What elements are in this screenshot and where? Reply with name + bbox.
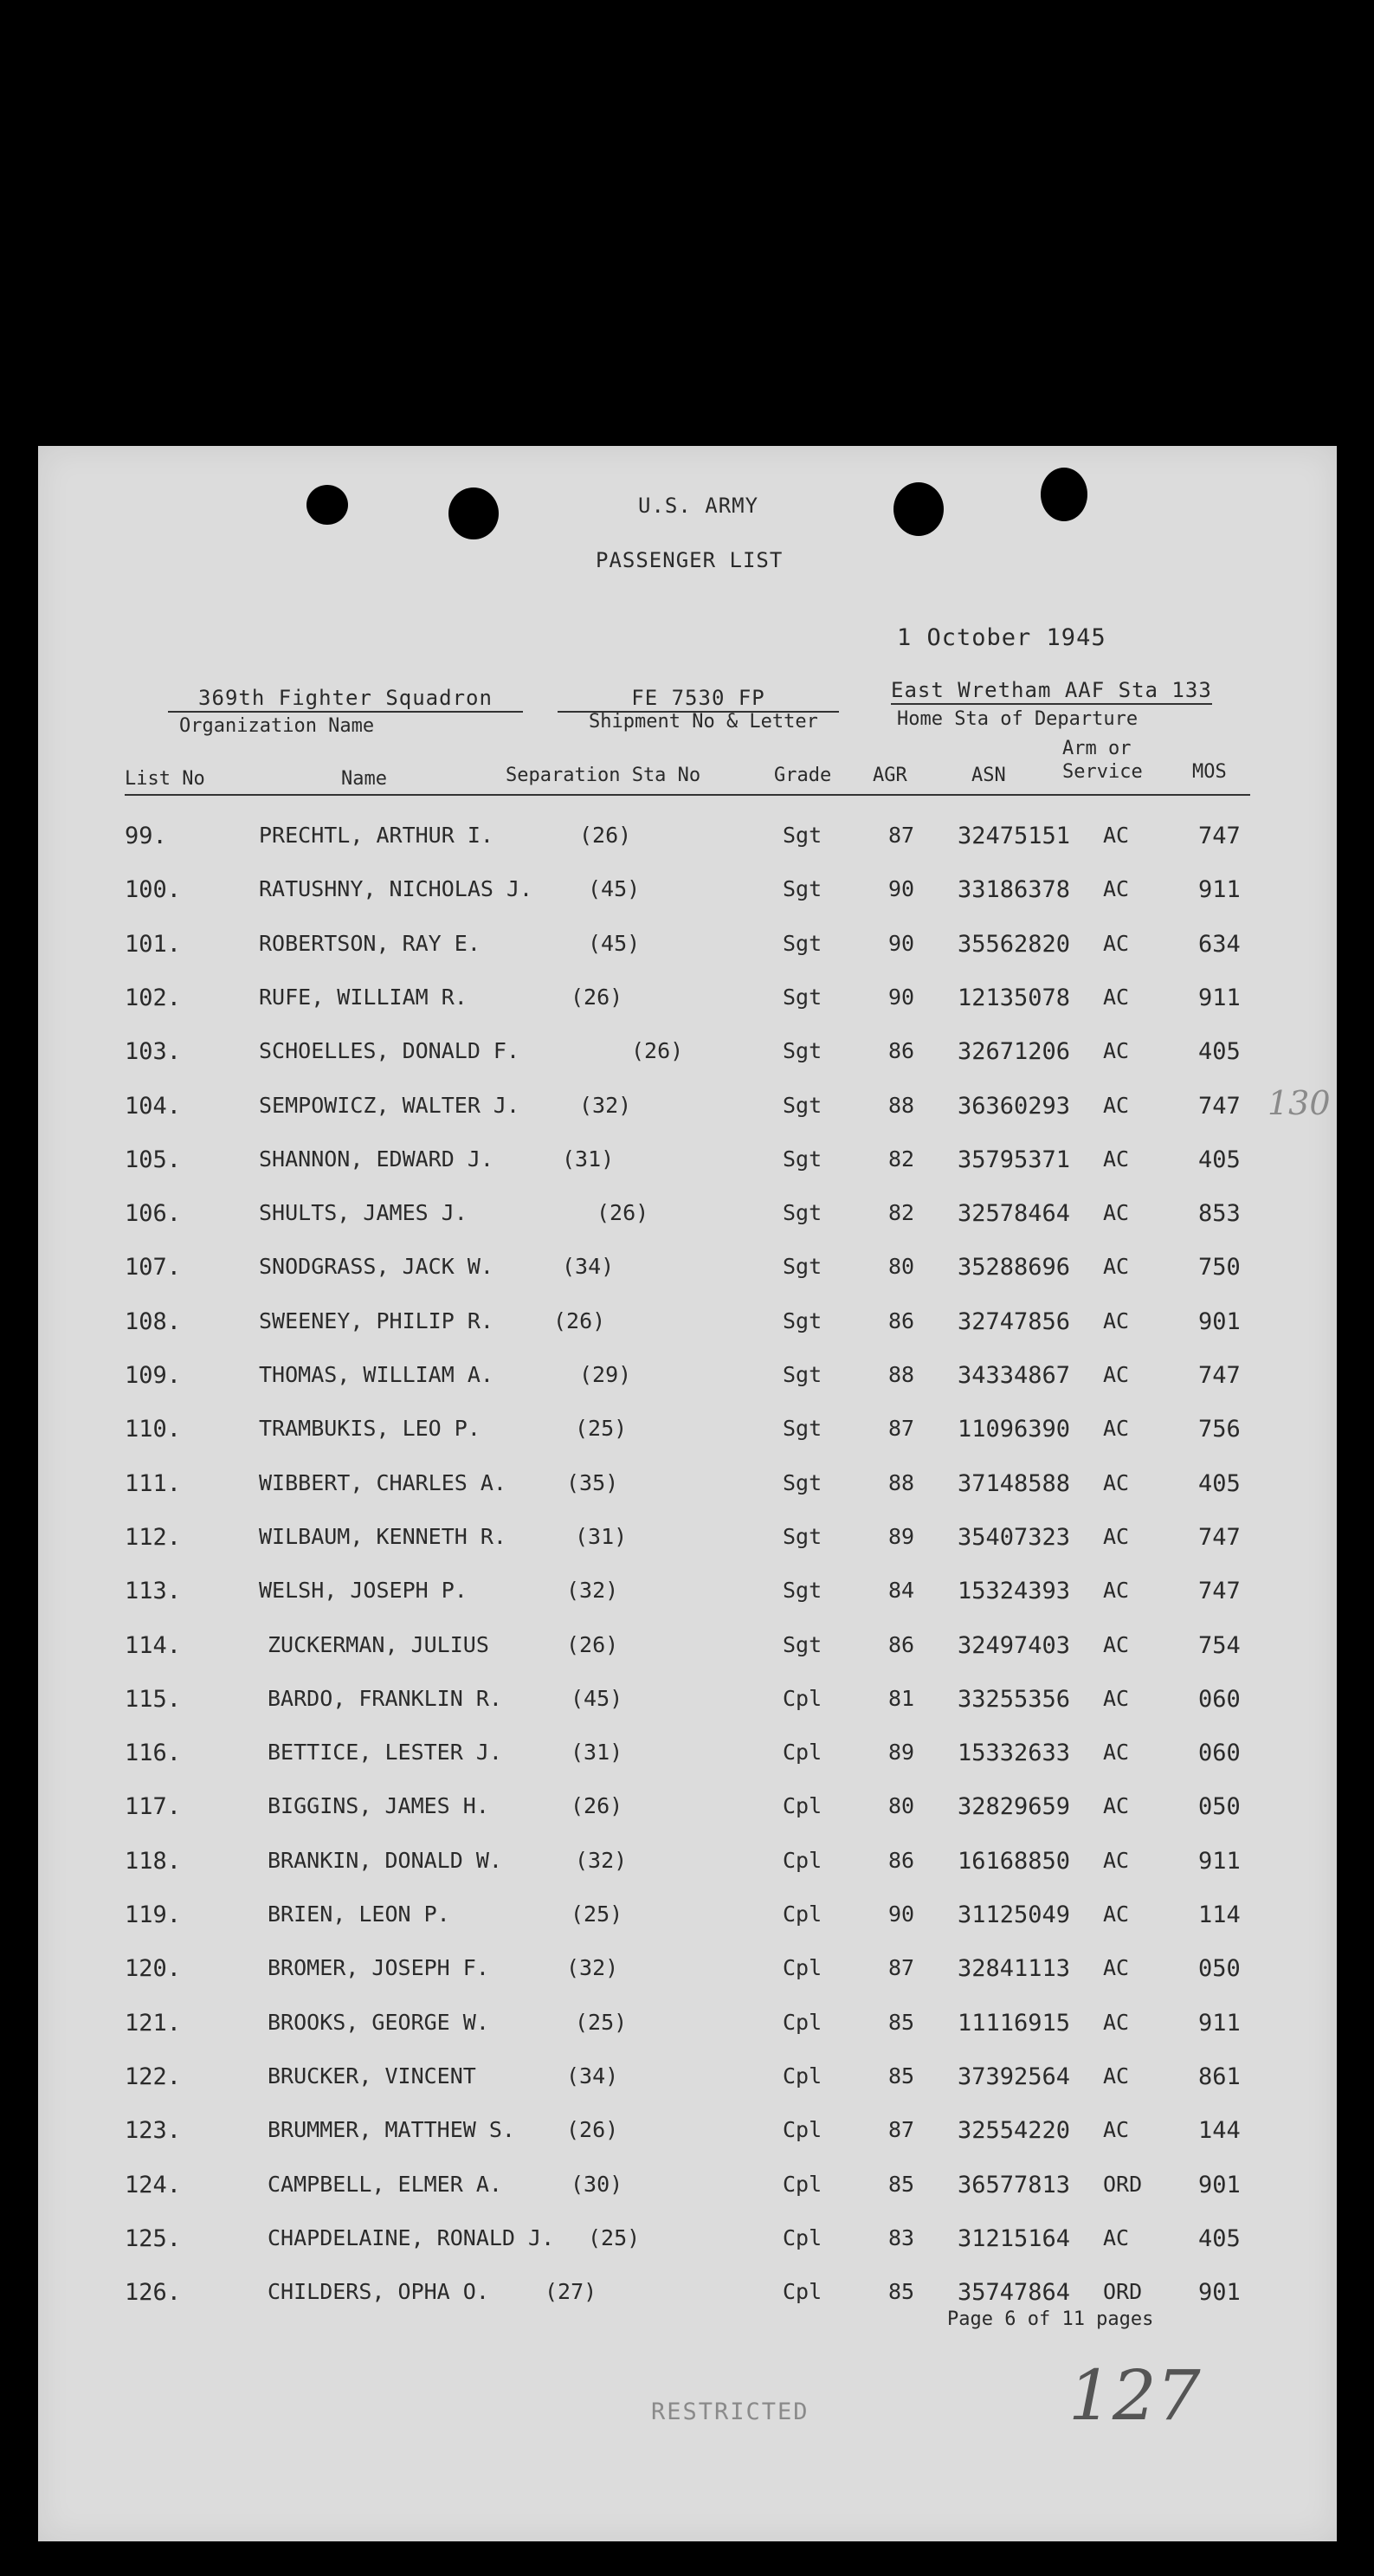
list-number: 113.: [125, 1578, 182, 1605]
grade: Cpl: [783, 1740, 822, 1766]
mos-code: 756: [1198, 1416, 1241, 1443]
column-header-separation-sta: Separation Sta No: [506, 765, 701, 786]
passenger-name: SHULTS, JAMES J.: [259, 1200, 468, 1226]
mos-code: 747: [1198, 1362, 1241, 1389]
age: 85: [888, 2009, 915, 2035]
mos-code: 901: [1198, 2279, 1241, 2307]
mos-code: 901: [1198, 1307, 1241, 1335]
list-number: 120.: [125, 1955, 182, 1983]
arm-or-service: AC: [1103, 2224, 1130, 2250]
passenger-name: BARDO, FRANKLIN R.: [268, 1685, 502, 1711]
service-number: 35562820: [958, 930, 1071, 958]
mos-code: 634: [1198, 930, 1241, 958]
passenger-name: TRAMBUKIS, LEO P.: [259, 1416, 481, 1442]
organization-label: Organization Name: [179, 715, 375, 737]
table-row: [38, 2172, 1337, 2224]
mos-code: 405: [1198, 1146, 1241, 1173]
separation-station: (26): [553, 1307, 606, 1333]
age: 87: [888, 2117, 915, 2143]
column-header-name: Name: [341, 768, 387, 790]
table-row: [38, 1578, 1337, 1630]
arm-or-service: AC: [1103, 1578, 1130, 1604]
mos-code: 144: [1198, 2117, 1241, 2145]
arm-or-service: AC: [1103, 1469, 1130, 1495]
passenger-name: BRANKIN, DONALD W.: [268, 1847, 502, 1873]
list-number: 118.: [125, 1847, 182, 1875]
service-number: 37148588: [958, 1469, 1071, 1497]
column-header-arm-bottom: Service: [1062, 761, 1143, 783]
separation-station: (29): [579, 1362, 632, 1387]
document-title: PASSENGER LIST: [596, 548, 784, 572]
passenger-name: SEMPOWICZ, WALTER J.: [259, 1092, 520, 1118]
list-number: 119.: [125, 1901, 182, 1928]
grade: Sgt: [783, 1362, 822, 1387]
age: 90: [888, 984, 915, 1010]
mos-code: 747: [1198, 1578, 1241, 1605]
service-number: 36577813: [958, 2171, 1071, 2198]
mos-code: 747: [1198, 1523, 1241, 1551]
arm-or-service: AC: [1103, 984, 1130, 1010]
arm-or-service: AC: [1103, 2117, 1130, 2143]
punch-hole: [448, 487, 499, 539]
table-row: [38, 2117, 1337, 2169]
table-row: [38, 1524, 1337, 1576]
passenger-name: WIBBERT, CHARLES A.: [259, 1469, 506, 1495]
classification-stamp: RESTRICTED: [651, 2398, 810, 2425]
table-row: [38, 1955, 1337, 2007]
table-row: [38, 1146, 1337, 1198]
grade: Cpl: [783, 1793, 822, 1819]
arm-or-service: AC: [1103, 2063, 1130, 2089]
age: 83: [888, 2224, 915, 2250]
grade: Sgt: [783, 1307, 822, 1333]
age: 88: [888, 1092, 915, 1118]
table-row: [38, 1632, 1337, 1684]
grade: Sgt: [783, 1469, 822, 1495]
age: 86: [888, 1847, 915, 1873]
table-row: [38, 823, 1337, 875]
column-header-grade: Grade: [774, 765, 832, 786]
grade: Sgt: [783, 823, 822, 848]
grade: Cpl: [783, 2063, 822, 2089]
service-number: 37392564: [958, 2063, 1071, 2090]
list-number: 107.: [125, 1254, 182, 1282]
mos-code: 405: [1198, 1038, 1241, 1066]
grade: Sgt: [783, 1200, 822, 1226]
separation-station: (26): [571, 1793, 623, 1819]
list-number: 121.: [125, 2009, 182, 2037]
passenger-name: BIGGINS, JAMES H.: [268, 1793, 489, 1819]
passenger-name: BRUMMER, MATTHEW S.: [268, 2117, 515, 2143]
list-number: 104.: [125, 1092, 182, 1120]
table-row: [38, 985, 1337, 1036]
separation-station: (31): [575, 1523, 628, 1549]
list-number: 123.: [125, 2117, 182, 2145]
table-row: [38, 1740, 1337, 1792]
mos-code: 114: [1198, 1901, 1241, 1928]
service-number: 32841113: [958, 1955, 1071, 1983]
age: 86: [888, 1307, 915, 1333]
grade: Cpl: [783, 2224, 822, 2250]
list-number: 103.: [125, 1038, 182, 1066]
arm-or-service: ORD: [1103, 2279, 1143, 2305]
arm-or-service: AC: [1103, 1307, 1130, 1333]
list-number: 108.: [125, 1307, 182, 1335]
service-number: 32578464: [958, 1200, 1071, 1228]
age: 90: [888, 1901, 915, 1927]
grade: Cpl: [783, 1955, 822, 1981]
separation-station: (34): [566, 2063, 619, 2089]
service-number: 36360293: [958, 1092, 1071, 1120]
list-number: 126.: [125, 2279, 182, 2307]
grade: Sgt: [783, 876, 822, 902]
home-station-label: Home Sta of Departure: [897, 708, 1139, 730]
mos-code: 060: [1198, 1740, 1241, 1767]
column-header-age: AGR: [873, 765, 907, 786]
passenger-name: SWEENEY, PHILIP R.: [259, 1307, 493, 1333]
list-number: 124.: [125, 2171, 182, 2198]
age: 82: [888, 1200, 915, 1226]
page-info: Page 6 of 11 pages: [947, 2308, 1154, 2330]
mos-code: 754: [1198, 1631, 1241, 1659]
arm-or-service: AC: [1103, 876, 1130, 902]
mos-code: 911: [1198, 984, 1241, 1011]
shipment-label: Shipment No & Letter: [589, 711, 818, 733]
service-number: 15332633: [958, 1740, 1071, 1767]
age: 89: [888, 1523, 915, 1549]
table-row: [38, 1848, 1337, 1900]
separation-station: (45): [571, 1685, 623, 1711]
age: 88: [888, 1362, 915, 1387]
arm-or-service: AC: [1103, 1685, 1130, 1711]
age: 85: [888, 2279, 915, 2305]
separation-station: (25): [575, 1416, 628, 1442]
separation-station: (25): [575, 2009, 628, 2035]
list-number: 110.: [125, 1416, 182, 1443]
list-number: 114.: [125, 1631, 182, 1659]
home-station: East Wretham AAF Sta 133: [891, 678, 1212, 705]
grade: Cpl: [783, 1901, 822, 1927]
separation-station: (26): [566, 2117, 619, 2143]
list-number: 100.: [125, 876, 182, 904]
separation-station: (26): [566, 1631, 619, 1657]
handwritten-page-number: 127: [1068, 2355, 1201, 2436]
separation-station: (26): [571, 984, 623, 1010]
table-row: [38, 1416, 1337, 1468]
column-header-arm-top: Arm or: [1062, 738, 1132, 759]
arm-or-service: AC: [1103, 1038, 1130, 1064]
grade: Sgt: [783, 1631, 822, 1657]
punch-hole: [306, 485, 348, 525]
mos-code: 901: [1198, 2171, 1241, 2198]
mos-code: 747: [1198, 823, 1241, 849]
arm-or-service: AC: [1103, 823, 1130, 848]
table-row: [38, 931, 1337, 983]
grade: Sgt: [783, 1038, 822, 1064]
separation-station: (32): [566, 1955, 619, 1981]
mos-code: 050: [1198, 1793, 1241, 1821]
arm-or-service: AC: [1103, 1740, 1130, 1766]
age: 84: [888, 1578, 915, 1604]
table-row: [38, 2225, 1337, 2277]
age: 85: [888, 2063, 915, 2089]
grade: Sgt: [783, 1092, 822, 1118]
separation-station: (26): [579, 823, 632, 848]
punch-hole: [893, 482, 944, 536]
passenger-name: SHANNON, EDWARD J.: [259, 1146, 493, 1172]
mos-code: 861: [1198, 2063, 1241, 2090]
passenger-name: ZUCKERMAN, JULIUS: [268, 1631, 489, 1657]
arm-or-service: ORD: [1103, 2171, 1143, 2197]
age: 82: [888, 1146, 915, 1172]
service-number: 35407323: [958, 1523, 1071, 1551]
service-number: 33186378: [958, 876, 1071, 904]
passenger-name: ROBERTSON, RAY E.: [259, 930, 481, 956]
grade: Cpl: [783, 1847, 822, 1873]
arm-or-service: AC: [1103, 1847, 1130, 1873]
mos-code: 911: [1198, 1847, 1241, 1875]
separation-station: (26): [597, 1200, 649, 1226]
separation-station: (31): [562, 1146, 615, 1172]
table-row: [38, 1308, 1337, 1360]
service-number: 32554220: [958, 2117, 1071, 2145]
separation-station: (25): [588, 2224, 641, 2250]
service-number: 35747864: [958, 2279, 1071, 2307]
grade: Sgt: [783, 1578, 822, 1604]
service-number: 11096390: [958, 1416, 1071, 1443]
separation-station: (26): [631, 1038, 684, 1064]
separation-station: (34): [562, 1254, 615, 1280]
table-row: [38, 2010, 1337, 2062]
separation-station: (45): [588, 876, 641, 902]
table-row: [38, 1686, 1337, 1738]
separation-station: (32): [575, 1847, 628, 1873]
column-header-asn: ASN: [971, 765, 1006, 786]
mos-code: 750: [1198, 1254, 1241, 1282]
grade: Cpl: [783, 2279, 822, 2305]
passenger-name: SNODGRASS, JACK W.: [259, 1254, 493, 1280]
age: 81: [888, 1685, 915, 1711]
list-number: 111.: [125, 1469, 182, 1497]
service-number: 31125049: [958, 1901, 1071, 1928]
service-number: 33255356: [958, 1685, 1071, 1713]
header-rule: [125, 794, 1250, 796]
list-number: 116.: [125, 1740, 182, 1767]
service-number: 32829659: [958, 1793, 1071, 1821]
passenger-name: BRUCKER, VINCENT: [268, 2063, 476, 2089]
arm-or-service: AC: [1103, 1793, 1130, 1819]
service-number: 32747856: [958, 1307, 1071, 1335]
arm-or-service: AC: [1103, 930, 1130, 956]
list-number: 112.: [125, 1523, 182, 1551]
organization-name: 369th Fighter Squadron: [168, 686, 523, 713]
separation-station: (30): [571, 2171, 623, 2197]
separation-station: (31): [571, 1740, 623, 1766]
separation-station: (27): [545, 2279, 597, 2305]
document-date: 1 October 1945: [897, 624, 1106, 651]
age: 86: [888, 1631, 915, 1657]
service-number: 35288696: [958, 1254, 1071, 1282]
list-number: 125.: [125, 2224, 182, 2252]
grade: Cpl: [783, 2171, 822, 2197]
arm-or-service: AC: [1103, 1146, 1130, 1172]
mos-code: 405: [1198, 2224, 1241, 2252]
table-row: [38, 1093, 1337, 1145]
grade: Sgt: [783, 1416, 822, 1442]
grade: Cpl: [783, 2117, 822, 2143]
list-number: 102.: [125, 984, 182, 1011]
service-number: 12135078: [958, 984, 1071, 1011]
service-number: 15324393: [958, 1578, 1071, 1605]
arm-or-service: AC: [1103, 1200, 1130, 1226]
age: 80: [888, 1793, 915, 1819]
table-row: [38, 1793, 1337, 1845]
table-row: [38, 2063, 1337, 2115]
table-row: [38, 1254, 1337, 1306]
passenger-name: WELSH, JOSEPH P.: [259, 1578, 468, 1604]
margin-note: 130: [1268, 1084, 1331, 1122]
age: 85: [888, 2171, 915, 2197]
age: 88: [888, 1469, 915, 1495]
table-row: [38, 1901, 1337, 1953]
passenger-name: RATUSHNY, NICHOLAS J.: [259, 876, 533, 902]
table-row: [38, 1470, 1337, 1522]
service-number: 31215164: [958, 2224, 1071, 2252]
list-number: 109.: [125, 1362, 182, 1389]
document-page: [38, 446, 1337, 2541]
list-number: 115.: [125, 1685, 182, 1713]
service-number: 16168850: [958, 1847, 1071, 1875]
arm-or-service: AC: [1103, 1523, 1130, 1549]
passenger-name: SCHOELLES, DONALD F.: [259, 1038, 520, 1064]
age: 89: [888, 1740, 915, 1766]
service-number: 32671206: [958, 1038, 1071, 1066]
arm-or-service: AC: [1103, 2009, 1130, 2035]
arm-or-service: AC: [1103, 1362, 1130, 1387]
separation-station: (45): [588, 930, 641, 956]
arm-or-service: AC: [1103, 1254, 1130, 1280]
passenger-name: CHAPDELAINE, RONALD J.: [268, 2224, 555, 2250]
passenger-name: BRIEN, LEON P.: [268, 1901, 450, 1927]
arm-or-service: AC: [1103, 1416, 1130, 1442]
table-row: [38, 1038, 1337, 1090]
grade: Sgt: [783, 984, 822, 1010]
list-number: 117.: [125, 1793, 182, 1821]
list-number: 105.: [125, 1146, 182, 1173]
list-number: 99.: [125, 823, 167, 849]
age: 87: [888, 823, 915, 848]
passenger-name: BROMER, JOSEPH F.: [268, 1955, 489, 1981]
arm-or-service: AC: [1103, 1092, 1130, 1118]
agency-heading: U.S. ARMY: [638, 494, 759, 518]
arm-or-service: AC: [1103, 1955, 1130, 1981]
service-number: 34334867: [958, 1362, 1071, 1389]
age: 87: [888, 1955, 915, 1981]
mos-code: 050: [1198, 1955, 1241, 1983]
column-header-list-no: List No: [125, 768, 205, 790]
mos-code: 911: [1198, 2009, 1241, 2037]
grade: Sgt: [783, 1146, 822, 1172]
arm-or-service: AC: [1103, 1901, 1130, 1927]
separation-station: (25): [571, 1901, 623, 1927]
age: 90: [888, 876, 915, 902]
passenger-name: BROOKS, GEORGE W.: [268, 2009, 489, 2035]
punch-hole: [1041, 468, 1087, 521]
mos-code: 060: [1198, 1685, 1241, 1713]
arm-or-service: AC: [1103, 1631, 1130, 1657]
service-number: 32475151: [958, 823, 1071, 849]
separation-station: (35): [566, 1469, 619, 1495]
service-number: 11116915: [958, 2009, 1071, 2037]
list-number: 122.: [125, 2063, 182, 2090]
age: 87: [888, 1416, 915, 1442]
mos-code: 853: [1198, 1200, 1241, 1228]
separation-station: (32): [579, 1092, 632, 1118]
grade: Sgt: [783, 1523, 822, 1549]
age: 90: [888, 930, 915, 956]
passenger-name: CHILDERS, OPHA O.: [268, 2279, 489, 2305]
passenger-name: CAMPBELL, ELMER A.: [268, 2171, 502, 2197]
age: 80: [888, 1254, 915, 1280]
mos-code: 405: [1198, 1469, 1241, 1497]
passenger-name: THOMAS, WILLIAM A.: [259, 1362, 493, 1387]
shipment-number: FE 7530 FP: [558, 686, 839, 713]
grade: Sgt: [783, 930, 822, 956]
passenger-name: RUFE, WILLIAM R.: [259, 984, 468, 1010]
table-row: [38, 1362, 1337, 1414]
table-row: [38, 876, 1337, 928]
age: 86: [888, 1038, 915, 1064]
list-number: 101.: [125, 930, 182, 958]
grade: Sgt: [783, 1254, 822, 1280]
passenger-name: BETTICE, LESTER J.: [268, 1740, 502, 1766]
passenger-name: PRECHTL, ARTHUR I.: [259, 823, 493, 848]
passenger-name: WILBAUM, KENNETH R.: [259, 1523, 506, 1549]
grade: Cpl: [783, 2009, 822, 2035]
grade: Cpl: [783, 1685, 822, 1711]
table-row: [38, 1200, 1337, 1252]
mos-code: 911: [1198, 876, 1241, 904]
service-number: 35795371: [958, 1146, 1071, 1173]
list-number: 106.: [125, 1200, 182, 1228]
service-number: 32497403: [958, 1631, 1071, 1659]
mos-code: 747: [1198, 1092, 1241, 1120]
separation-station: (32): [566, 1578, 619, 1604]
column-header-mos: MOS: [1192, 761, 1227, 783]
